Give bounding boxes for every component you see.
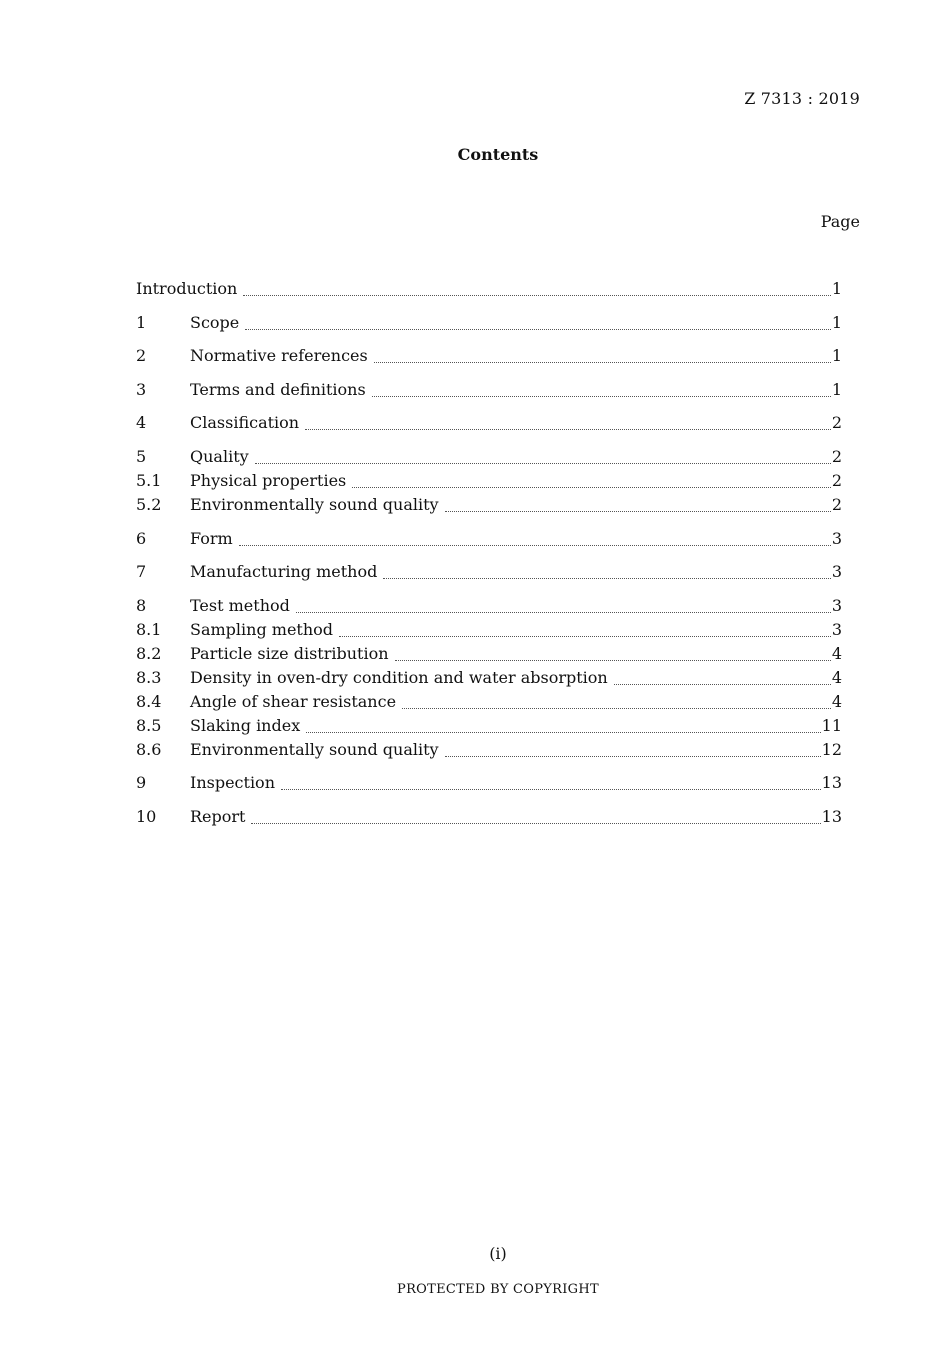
toc-entry-number: 5.1 [136,470,162,490]
toc-entry-page: 3 [831,619,842,639]
toc-entry-environmentally-sound-quality-test[interactable] [136,738,842,762]
toc-entry-title: Environmentally sound quality [190,494,439,514]
toc-entry-title: Particle size distribution [190,643,389,663]
toc-leader-dots [239,545,831,546]
page-column-heading: Page [820,212,860,231]
toc-entry-page: 3 [831,595,842,615]
toc-entry-title: Physical properties [190,470,347,490]
toc-entry-title: Terms and definitions [190,379,366,399]
toc-entry-normative-references[interactable] [136,344,842,368]
toc-entry-page: 3 [831,562,842,582]
toc-leader-dots [245,329,831,330]
toc-entry-page: 1 [831,379,842,399]
toc-entry-angle-of-shear-resistance[interactable] [136,690,842,714]
toc-entry-number: 6 [136,528,147,548]
toc-entry-page: 12 [821,739,842,759]
toc-entry-title: Manufacturing method [190,562,378,582]
toc-leader-dots [402,708,831,709]
toc-entry-page: 4 [831,667,842,687]
toc-entry-page: 4 [831,691,842,711]
toc-entry-number: 4 [136,413,147,433]
toc-entry-title: Quality [190,446,249,466]
toc-entry-number: 10 [136,806,157,826]
toc-entry-number: 8.1 [136,619,162,639]
toc-entry-introduction[interactable] [136,277,842,301]
toc-entry-page: 1 [831,279,842,298]
toc-leader-dots [251,823,820,824]
toc-entry-title: Report [190,806,246,826]
toc-entry-page: 2 [831,470,842,490]
toc-leader-dots [383,578,830,579]
toc-leader-dots [339,636,831,637]
toc-entry-number: 8.4 [136,691,162,711]
toc-leader-dots [296,612,831,613]
toc-entry-page: 13 [821,806,842,826]
toc-leader-dots [374,362,831,363]
toc-entry-manufacturing-method[interactable] [136,560,842,584]
toc-entry-number: 1 [136,312,147,332]
toc-entry-physical-properties[interactable] [136,469,842,493]
toc-leader-dots [243,295,830,296]
toc-entry-title: Classification [190,413,300,433]
toc-leader-dots [445,511,831,512]
toc-entry-number: 3 [136,379,147,399]
toc-entry-quality[interactable] [136,445,842,469]
toc-entry-environmentally-sound-quality[interactable] [136,493,842,517]
toc-entry-page: 2 [831,413,842,433]
table-of-contents [136,277,842,829]
toc-entry-number: 9 [136,773,147,793]
contents-title: Contents [457,145,539,164]
toc-entry-inspection[interactable] [136,771,842,795]
toc-leader-dots [306,732,820,733]
toc-entry-title: Sampling method [190,619,334,639]
toc-entry-number: 8.6 [136,739,162,759]
toc-entry-title: Density in oven-dry condition and water absorption [190,667,608,687]
toc-entry-number: 8.2 [136,643,162,663]
toc-entry-page: 13 [821,773,842,793]
toc-leader-dots [255,463,831,464]
toc-entry-density-water-absorption[interactable] [136,666,842,690]
document-code: Z 7313 : 2019 [744,89,860,108]
page-folio: (i) [489,1244,507,1263]
toc-entry-test-method[interactable] [136,594,842,618]
toc-leader-dots [445,756,821,757]
toc-entry-number: 2 [136,346,147,366]
toc-entry-terms-and-definitions[interactable] [136,378,842,402]
toc-entry-page: 2 [831,446,842,466]
toc-entry-title: Form [190,528,233,548]
toc-entry-sampling-method[interactable] [136,618,842,642]
toc-entry-page: 2 [831,494,842,514]
toc-entry-number: 5.2 [136,494,162,514]
toc-entry-number: 8 [136,595,147,615]
toc-leader-dots [614,684,831,685]
toc-entry-number: 5 [136,446,147,466]
toc-leader-dots [305,429,831,430]
toc-entry-number: 8.3 [136,667,162,687]
toc-entry-title: Introduction [136,279,238,298]
toc-entry-page: 11 [821,715,842,735]
toc-entry-classification[interactable] [136,411,842,435]
toc-entry-scope[interactable] [136,311,842,335]
toc-entry-page: 3 [831,528,842,548]
toc-entry-number: 8.5 [136,715,162,735]
toc-leader-dots [281,789,821,790]
toc-entry-title: Test method [190,595,290,615]
toc-entry-page: 4 [831,643,842,663]
toc-entry-form[interactable] [136,527,842,551]
toc-entry-report[interactable] [136,805,842,829]
toc-entry-title: Slaking index [190,715,301,735]
toc-entry-number: 7 [136,562,147,582]
toc-entry-title: Normative references [190,346,368,366]
toc-entry-title: Angle of shear resistance [190,691,397,711]
toc-entry-page: 1 [831,346,842,366]
toc-entry-title: Environmentally sound quality [190,739,439,759]
toc-leader-dots [352,487,831,488]
toc-entry-slaking-index[interactable] [136,714,842,738]
toc-entry-particle-size-distribution[interactable] [136,642,842,666]
toc-entry-page: 1 [831,312,842,332]
copyright-notice: PROTECTED BY COPYRIGHT [397,1282,599,1297]
toc-leader-dots [395,660,831,661]
toc-entry-title: Scope [190,312,240,332]
toc-leader-dots [372,396,831,397]
toc-entry-title: Inspection [190,773,275,793]
